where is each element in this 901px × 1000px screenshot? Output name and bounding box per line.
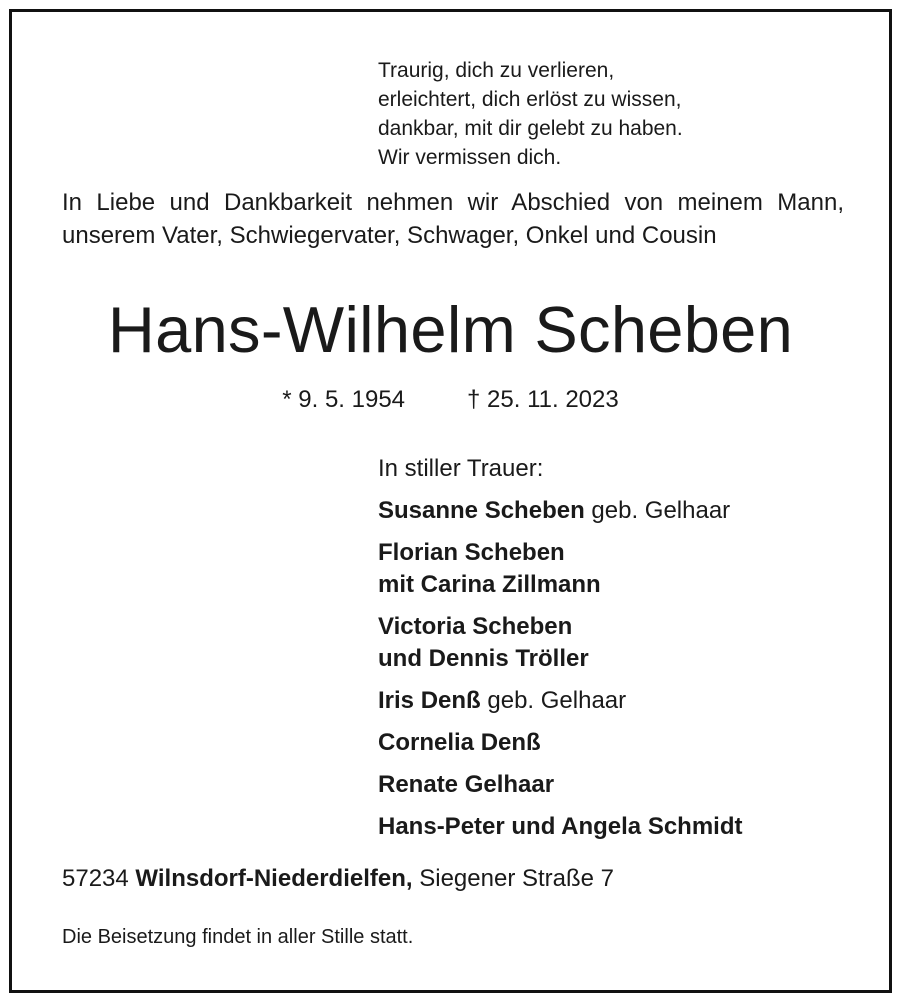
mourner	[378, 811, 743, 843]
mourner-name: Hans-Peter und Angela Schmidt	[378, 813, 743, 840]
mourner-name: Florian Scheben	[378, 539, 565, 566]
intro-text: In Liebe und Dankbarkeit nehmen wir Abschied von meinem Mann, unserem Vater, Schwiegervater, Schwager, Onkel und Cousin	[62, 189, 844, 249]
mourner	[378, 727, 743, 759]
mourner-partner: und Dennis Tröller	[378, 645, 589, 672]
mourner-note: geb. Gelhaar	[480, 687, 627, 714]
mourner	[378, 537, 743, 601]
mourner	[378, 769, 743, 801]
mourner-name: Iris Denß	[378, 687, 481, 714]
mourner-name: Cornelia Denß	[378, 729, 541, 756]
obituary-notice	[9, 9, 892, 993]
mourner	[378, 611, 743, 675]
mourner-name: Renate Gelhaar	[378, 771, 555, 798]
poem-line: Traurig, dich zu verlieren,	[378, 59, 615, 82]
deceased-name: Hans-Wilhelm Scheben	[107, 293, 794, 366]
death-date: † 25. 11. 2023	[467, 386, 619, 413]
mourner	[378, 685, 743, 717]
burial-note: Die Beisetzung findet in aller Stille statt.	[62, 926, 414, 948]
poem-line: Wir vermissen dich.	[378, 146, 562, 169]
mourners-list	[378, 495, 743, 853]
mourner	[378, 495, 743, 527]
birth-date: * 9. 5. 1954	[282, 386, 406, 413]
mourner-note: geb. Gelhaar	[584, 497, 731, 524]
address	[62, 864, 614, 894]
address-town: Wilnsdorf-Niederdielfen,	[135, 865, 413, 892]
address-street: Siegener Straße 7	[419, 865, 615, 892]
poem	[378, 56, 683, 172]
poem-line: erleichtert, dich erlöst zu wissen,	[378, 88, 682, 111]
life-dates	[12, 385, 889, 415]
mourner-name: Victoria Scheben	[378, 613, 573, 640]
mourner-partner: mit Carina Zillmann	[378, 571, 601, 598]
mourning-label: In stiller Trauer:	[378, 455, 544, 482]
poem-line: dankbar, mit dir gelebt zu haben.	[378, 117, 683, 140]
mourner-name: Susanne Scheben	[378, 497, 585, 524]
address-zip: 57234	[62, 865, 129, 892]
